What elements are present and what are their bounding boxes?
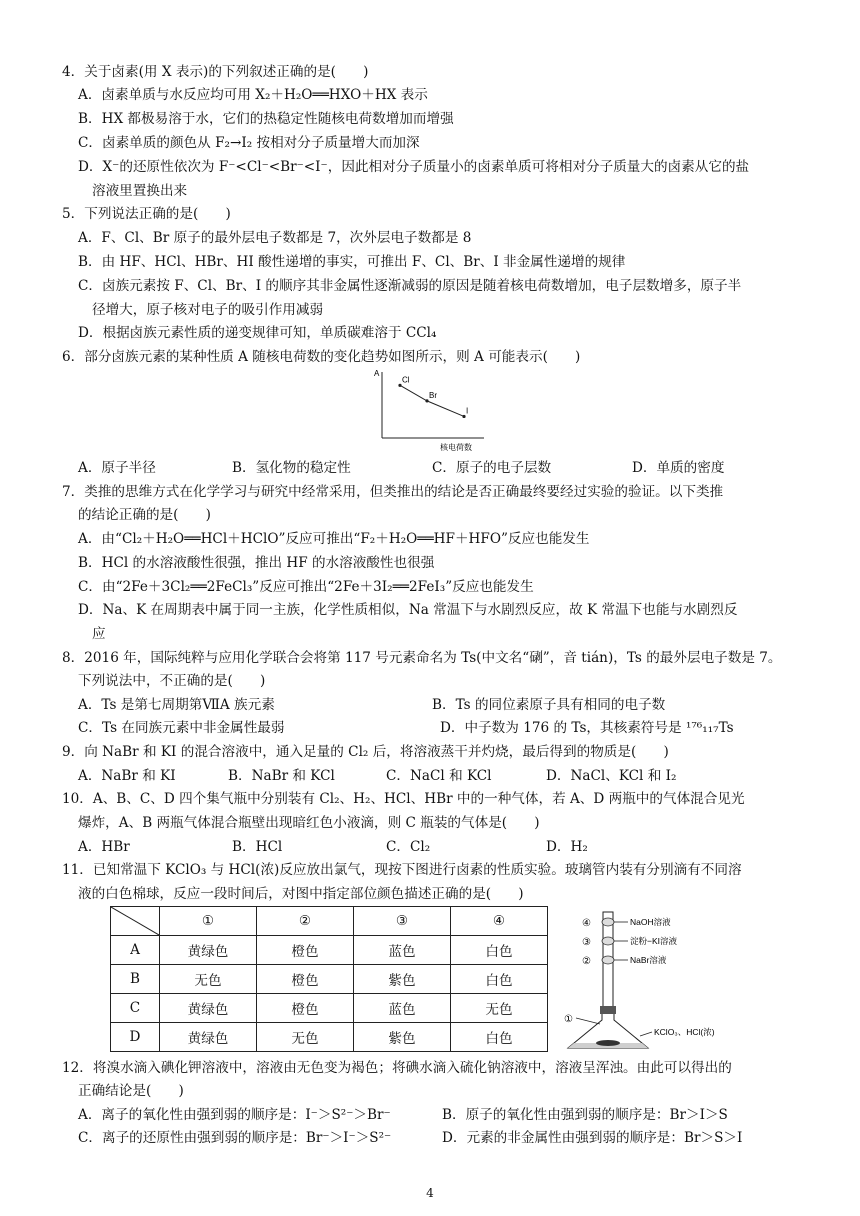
table-corner-cell (111, 907, 160, 936)
q5-option-b: B．由 HF、HCl、HBr、HI 酸性递增的事实，可推出 F、Cl、Br、I 非金属性递增的规律 (78, 254, 626, 270)
chart-y-label: A (374, 369, 380, 378)
trend-chart (372, 366, 492, 456)
q9-stem: 9．向 NaBr 和 KI 的混合溶液中，通入足量的 Cl₂ 后，将溶液蒸干并灼烧，最后得到的物质是( ) (62, 744, 669, 760)
q4-option-d-cont: 溶液里置换出来 (92, 183, 188, 199)
q4-option-c: C．卤素单质的颜色从 F₂→I₂ 按相对分子质量增大而加深 (78, 135, 420, 151)
chart-point-label: Br (429, 390, 437, 400)
diagonal-line-icon (111, 907, 159, 935)
q7-stem: 7．类推的思维方式在化学学习与研究中经常采用，但类推出的结论是否正确最终要经过实验的验证。以下类推 (62, 484, 724, 500)
table-header-cell: ① (160, 907, 257, 936)
q9-option-c: C．NaCl 和 KCl (386, 768, 492, 784)
table-header-cell: ④ (451, 907, 548, 936)
cotton-ball-icon (602, 937, 614, 945)
q7-option-d: D．Na、K 在周期表中属于同一主族，化学性质相似，Na 常温下与水剧烈反应，故 K 常温下也能与水剧烈反 (78, 602, 738, 618)
table-cell: 无色 (451, 994, 548, 1023)
table-cell: 黄绿色 (160, 1023, 257, 1052)
q6-option-b: B．氢化物的稳定性 (232, 460, 351, 476)
q6-stem: 6．部分卤族元素的某种性质 A 随核电荷数的变化趋势如图所示，则 A 可能表示( ) (62, 349, 581, 365)
q9-option-a: A．NaBr 和 KI (78, 768, 176, 784)
chart-x-label: 核电荷数 (440, 443, 472, 452)
q4-option-a: A．卤素单质与水反应均可用 X₂＋H₂O══HXO＋HX 表示 (78, 87, 428, 103)
q5-stem: 5．下列说法正确的是( ) (62, 206, 231, 222)
q8-option-a: A．Ts 是第七周期第ⅦA 族元素 (78, 697, 275, 713)
q5-option-d: D．根据卤族元素性质的递变规律可知，单质碳难溶于 CCl₄ (78, 325, 437, 341)
q5-option-c-cont: 径增大，原子核对电子的吸引作用减弱 (92, 302, 324, 318)
table-header-cell: ② (257, 907, 354, 936)
label-nabr: NaBr溶液 (630, 955, 667, 965)
marker-1: ① (564, 1014, 573, 1025)
table-row-label: B (111, 965, 160, 994)
q10-option-d: D．H₂ (546, 839, 588, 855)
q7-option-b: B．HCl 的水溶液酸性很强，推出 HF 的水溶液酸性也很强 (78, 555, 435, 571)
q8-stem-cont: 下列说法中，不正确的是( ) (78, 673, 266, 689)
table-cell: 蓝色 (354, 994, 451, 1023)
q5-option-c: C．卤族元素按 F、Cl、Br、I 的顺序其非金属性逐渐减弱的原因是随着核电荷数增加，电子层数增多，原子半 (78, 278, 742, 294)
table-cell: 橙色 (257, 994, 354, 1023)
table-cell: 紫色 (354, 965, 451, 994)
q12-stem-cont: 正确结论是( ) (78, 1083, 184, 1099)
q12-option-c: C．离子的还原性由强到弱的顺序是：Br⁻＞I⁻＞S²⁻ (78, 1130, 392, 1146)
table-cell: 橙色 (257, 965, 354, 994)
q12-option-b: B．原子的氧化性由强到弱的顺序是：Br＞I＞S (442, 1107, 728, 1123)
table-header-row (111, 907, 548, 936)
q10-option-b: B．HCl (232, 839, 283, 855)
q8-stem: 8．2016 年，国际纯粹与应用化学联合会将第 117 号元素命名为 Ts(中文名“䃗”，音 tián)，Ts 的最外层电子数是 7。 (62, 650, 782, 666)
q7-option-d-cont: 应 (92, 626, 106, 642)
q7-option-c: C．由“2Fe＋3Cl₂══2FeCl₃”反应可推出“2Fe＋3I₂══2FeI₃”反应也能发生 (78, 579, 534, 595)
cotton-ball-icon (602, 918, 614, 926)
q6-option-a: A．原子半径 (78, 460, 156, 476)
q12-option-d: D．元素的非金属性由强到弱的顺序是：Br＞S＞I (442, 1130, 743, 1146)
table-cell: 无色 (257, 1023, 354, 1052)
q7-option-a: A．由“Cl₂＋H₂O══HCl＋HClO”反应可推出“F₂＋H₂O══HF＋HFO”反应也能发生 (78, 531, 590, 547)
table-row (111, 1023, 548, 1052)
label-naoh: NaOH溶液 (630, 917, 671, 927)
q10-stem: 10．A、B、C、D 四个集气瓶中分别装有 Cl₂、H₂、HCl、HBr 中的一种气体，若 A、D 两瓶中的气体混合见光 (62, 791, 745, 807)
q4-option-b: B．HX 都极易溶于水，它们的热稳定性随核电荷数增加而增强 (78, 111, 454, 127)
table-row-label: C (111, 994, 160, 1023)
table-cell: 白色 (451, 1023, 548, 1052)
q10-stem-cont: 爆炸，A、B 两瓶气体混合瓶壁出现暗红色小液滴，则 C 瓶装的气体是( ) (78, 815, 540, 831)
table-cell: 白色 (451, 965, 548, 994)
table-cell: 蓝色 (354, 936, 451, 965)
marker-2: ② (582, 956, 591, 967)
q4-stem: 4．关于卤素(用 X 表示)的下列叙述正确的是( ) (62, 64, 369, 80)
stopper (600, 1006, 616, 1014)
q9-option-d: D．NaCl、KCl 和 I₂ (546, 768, 677, 784)
table-row (111, 936, 548, 965)
apparatus-diagram (560, 908, 735, 1058)
q10-option-a: A．HBr (78, 839, 130, 855)
cotton-ball-icon (602, 956, 614, 964)
q4-option-d: D．X⁻的还原性依次为 F⁻<Cl⁻<Br⁻<I⁻，因此相对分子质量小的卤素单质可将相对分子质量大的卤素从它的盐 (78, 159, 750, 175)
chart-point-label: Cl (402, 375, 410, 385)
marker-3: ③ (582, 937, 591, 948)
table-cell: 黄绿色 (160, 936, 257, 965)
marker-4: ④ (582, 918, 591, 929)
table-cell: 白色 (451, 936, 548, 965)
q8-option-c: C．Ts 在同族元素中非金属性最弱 (78, 720, 285, 736)
label-reagent: KClO₃、HCl(浓) (654, 1027, 715, 1037)
table-header-cell: ③ (354, 907, 451, 936)
table-row (111, 994, 548, 1023)
q11-stem-cont: 液的白色棉球，反应一段时间后，对图中指定部位颜色描述正确的是( ) (78, 886, 524, 902)
q6-option-d: D．单质的密度 (632, 460, 725, 476)
q11-stem: 11．已知常温下 KClO₃ 与 HCl(浓)反应放出氯气，现按下图进行卤素的性质实验。玻璃管内装有分别滴有不同溶 (62, 862, 742, 878)
table-cell: 橙色 (257, 936, 354, 965)
color-table (110, 906, 548, 1052)
page-number: 4 (426, 1186, 434, 1200)
q12-option-a: A．离子的氧化性由强到弱的顺序是：I⁻＞S²⁻＞Br⁻ (78, 1107, 391, 1123)
q7-stem-cont: 的结论正确的是( ) (78, 507, 211, 523)
table-cell: 无色 (160, 965, 257, 994)
q10-option-c: C．Cl₂ (386, 839, 431, 855)
table-row-label: A (111, 936, 160, 965)
table-row (111, 965, 548, 994)
table-row-label: D (111, 1023, 160, 1052)
q12-stem: 12．将溴水滴入碘化钾溶液中，溶液由无色变为褐色；将碘水滴入硫化钠溶液中，溶液呈浑浊。由此可以得出的 (62, 1060, 732, 1076)
label-ki: 淀粉−KI溶液 (630, 936, 677, 946)
q9-option-b: B．NaBr 和 KCl (228, 768, 335, 784)
q8-option-b: B．Ts 的同位素原子具有相同的电子数 (432, 697, 666, 713)
q5-option-a: A．F、Cl、Br 原子的最外层电子数都是 7，次外层电子数都是 8 (78, 230, 472, 246)
table-cell: 紫色 (354, 1023, 451, 1052)
chart-point-label: I (466, 406, 469, 416)
q6-option-c: C．原子的电子层数 (432, 460, 552, 476)
table-cell: 黄绿色 (160, 994, 257, 1023)
q8-option-d: D．中子数为 176 的 Ts，其核素符号是 ¹⁷⁶₁₁₇Ts (440, 720, 734, 736)
